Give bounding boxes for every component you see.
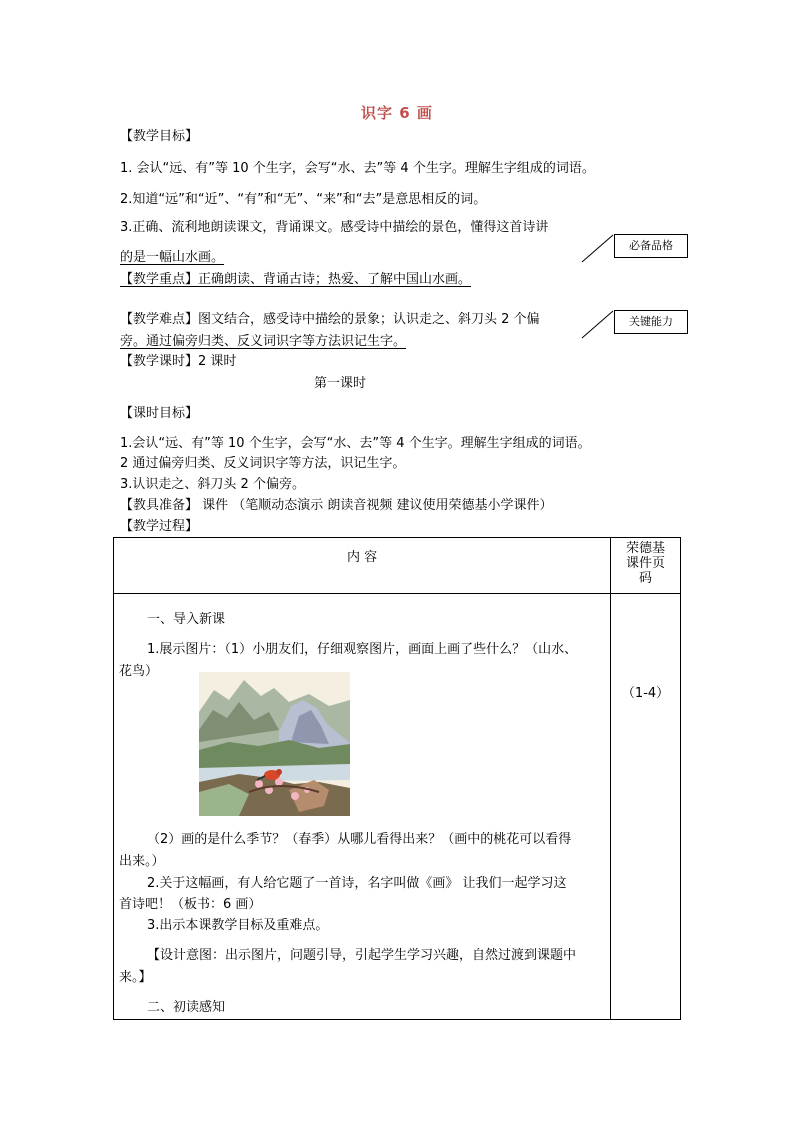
page-ref-cell [611, 594, 681, 1020]
period-objectives-heading: 【课时目标】 [120, 406, 199, 421]
objective-3: 3.正确、流利地朗读课文，背诵课文。感受诗中描绘的景色，懂得这首诗讲 [120, 220, 549, 235]
objective-3-cont: 的是一幅山水画。 [120, 250, 225, 265]
header-page-line-2: 课件页 [626, 556, 666, 571]
step-3-line-2: 首诗吧！（板书：6 画） [119, 897, 262, 912]
first-period-heading: 第一课时 [314, 376, 367, 391]
header-page-cell [611, 538, 681, 594]
period-objective-3: 3.认识走之、斜刀头 2 个偏旁。 [120, 477, 305, 492]
tag-essential-character: 必备品格 [614, 234, 688, 258]
process-heading: 【教学过程】 [120, 519, 199, 534]
periods: 【教学课时】2 课时 [120, 354, 237, 369]
page-title: 识字 6 画 [361, 104, 433, 122]
objective-1: 1. 会认“远、有”等 10 个生字，会写“水、去”等 4 个生字。理解生字组成的词语。 [120, 161, 595, 176]
step-4: 3.出示本课教学目标及重难点。 [147, 918, 329, 933]
tag-connector-2 [578, 306, 618, 346]
objective-2: 2.知道“远”和“近”、“有”和“无”、“来”和“去”是意思相反的词。 [120, 192, 487, 207]
page-ref: （1-4） [621, 686, 670, 701]
process-table [113, 537, 681, 1020]
step-3-line-1: 2.关于这幅画，有人给它题了一首诗，名字叫做《画》 让我们一起学习这 [147, 876, 567, 891]
key-points: 【教学重点】正确朗读、背诵古诗；热爱、了解中国山水画。 [120, 272, 472, 287]
section-first-reading: 二、初读感知 [147, 1000, 226, 1015]
section-intro: 一、导入新课 [147, 612, 226, 627]
header-content: 内 容 [346, 550, 378, 565]
difficulty-line-1: 【教学难点】图文结合，感受诗中描绘的景象；认识走之、斜刀头 2 个偏 [120, 312, 540, 327]
header-content-cell [114, 538, 611, 594]
period-objective-1: 1.会认“远、有”等 10 个生字，会写“水、去”等 4 个生字。理解生字组成的词语。 [120, 436, 591, 451]
header-page-line-1: 荣德基 [626, 541, 666, 556]
tag-key-ability: 关键能力 [614, 310, 688, 334]
content-cell [114, 594, 611, 1020]
step-1-line-2: 花鸟） [119, 664, 159, 679]
tag-connector-1 [578, 230, 618, 270]
step-1-line-1: 1.展示图片：（1）小朋友们，仔细观察图片，画面上画了些什么？（山水、 [147, 642, 578, 657]
landscape-painting-image [199, 672, 350, 816]
header-page-line-3: 码 [639, 571, 653, 586]
preparation: 【教具准备】 课件 （笔顺动态演示 朗读音视频 建议使用荣德基小学课件） [120, 498, 553, 513]
design-intent-line-1: 【设计意图：出示图片，问题引导，引起学生学习兴趣，自然过渡到课题中 [147, 948, 577, 963]
step-2-line-2: 出来。） [119, 854, 165, 869]
step-2-line-1: （2）画的是什么季节？（春季）从哪儿看得出来？（画中的桃花可以看得 [147, 832, 572, 847]
difficulty-line-2: 旁。通过偏旁归类、反义词识字等方法识记生字。 [120, 334, 407, 349]
design-intent-line-2: 来。】 [119, 970, 152, 985]
objectives-heading: 【教学目标】 [120, 129, 199, 144]
period-objective-2: 2 通过偏旁归类、反义词识字等方法，识记生字。 [120, 456, 406, 471]
